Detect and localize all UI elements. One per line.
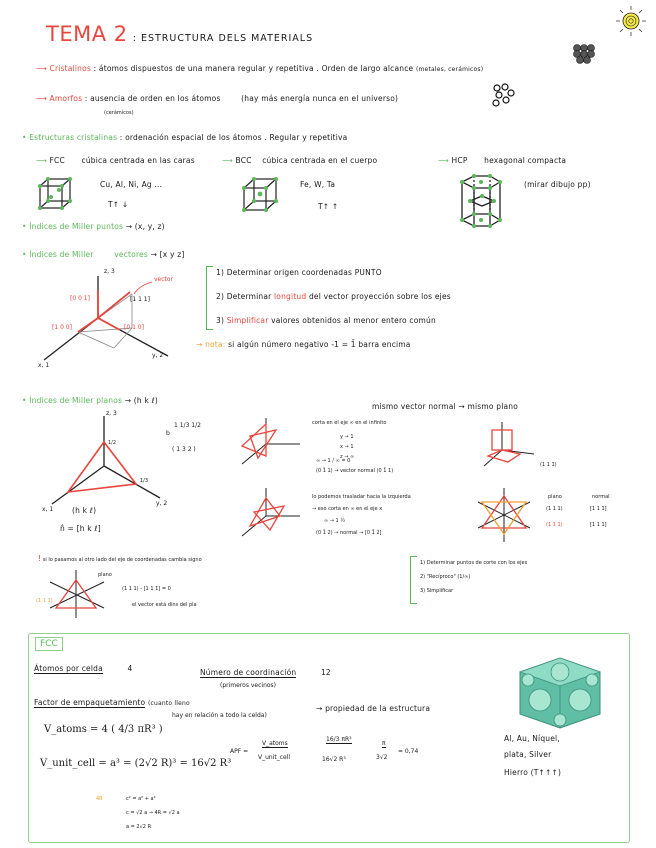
sun-doodle-icon xyxy=(614,4,648,38)
fcc-vunit: V_unit_cell = a³ = (2√2 R)³ = 16√2 R³ xyxy=(40,758,232,769)
estructuras-text: : ordenación espacial de los átomos . Regular y repetitiva xyxy=(119,133,348,142)
hcp-heading xyxy=(438,156,566,165)
normal-val2: [1 1 1] xyxy=(590,522,607,528)
fcc-desc: cúbica centrada en las caras xyxy=(81,156,195,165)
plane-third-label: 1/3 xyxy=(140,478,149,484)
fcc-example-0: Al, Au, Níquel, xyxy=(504,734,560,743)
miller-points-line xyxy=(22,222,165,231)
plane-integer-row: ( 1 3 2 ) xyxy=(172,446,196,453)
fcc-apf-num: V_atoms xyxy=(262,740,288,747)
fcc-apf-den: V_unit_cell xyxy=(258,754,291,761)
dir-010-label: [0 1 0] xyxy=(124,324,144,331)
bcc-metals: Fe, W, Ta xyxy=(300,180,336,189)
hcp-desc: hexagonal compacta xyxy=(484,156,567,165)
vector-steps-bracket xyxy=(206,266,213,330)
arrow-right-icon: ⟶ xyxy=(36,94,47,103)
arrow-right-icon: ⟶ xyxy=(438,156,449,165)
cristalinos-note: (metales, cerámicos) xyxy=(415,66,484,73)
corte-line-4: ∞ → 1 / ∞ = 0 xyxy=(316,458,351,464)
miller-planes-value: → (h k ℓ) xyxy=(124,396,159,405)
fcc-geo-label: 4R xyxy=(96,796,103,802)
fcc-factor-note2: hay en relación a todo la celda) xyxy=(172,712,267,719)
bcc-cube-diagram xyxy=(240,176,282,214)
plane-triangle-diagram xyxy=(40,408,170,518)
bcc-temp: T↑ ↑ xyxy=(318,202,339,211)
bcc-name: BCC xyxy=(235,156,252,165)
plane-y-label: y, 2 xyxy=(156,500,168,507)
fcc-sphere-cube-image xyxy=(510,650,606,732)
plane-diagram-3 xyxy=(236,486,306,542)
fcc-apf-pi: π xyxy=(382,740,386,747)
plane-half-label: 1/2 xyxy=(108,440,117,446)
hcp-prism-diagram xyxy=(452,174,508,234)
amorfos-note: (hay más energía nunca en el universo) xyxy=(241,94,399,103)
fcc-atomos: Átomos por celda 4 xyxy=(34,664,133,673)
fcc-vatoms: V_atoms = 4 ( 4/3 πR³ ) xyxy=(44,724,163,735)
amorfos-line xyxy=(36,94,398,103)
plane-z-label: z, 3 xyxy=(106,410,117,417)
cristalinos-line xyxy=(36,64,483,73)
axis-y-label: y, 2 xyxy=(152,352,164,359)
fcc-apf-result: = 0,74 xyxy=(398,748,419,755)
plane-b-label: b xyxy=(166,430,170,437)
traslado-line-3: (0 1̄ 2) → normal → [0 1̄ 2] xyxy=(316,530,382,536)
vector-step-2: 2) Determinar longitud del vector proyección sobre los ejes xyxy=(216,292,451,301)
dir-100-label: [1 0 0] xyxy=(52,324,72,331)
plane-step-2: 2) "Recíproco" (1/∞) xyxy=(420,574,471,580)
warning-sub: el vector está dins del pla xyxy=(132,602,197,608)
amorphous-cluster-icon xyxy=(490,82,516,108)
plane-steps-bracket xyxy=(410,556,417,604)
estructuras-label: Estructuras cristalinas xyxy=(29,133,118,142)
fcc-apf-pi-den: 3√2 xyxy=(376,754,388,761)
plane-fraction-row: 1 1/3 1/2 xyxy=(174,422,201,429)
plane-normal: n̂ = [h k ℓ] xyxy=(60,524,101,533)
fcc-factor: Factor de empaquetamiento (cuanto lleno xyxy=(34,698,190,707)
vector-nota: → nota: si algún número negativo -1 = 1̄ barra encima xyxy=(196,340,411,349)
fcc-heading xyxy=(36,156,195,165)
warning-plano-label: plano xyxy=(98,572,112,578)
plane-step-1: 1) Determinar puntos de corte con los ejes xyxy=(420,560,528,566)
axis-z-label: z, 3 xyxy=(104,268,115,275)
normal-val1: [1 1 1̄] xyxy=(590,506,607,512)
bcc-desc: cúbica centrada en el cuerpo xyxy=(262,156,378,165)
cristalinos-text: : átomos dispuestos de una manera regular y repetitiva . Orden de largo alcance xyxy=(93,64,414,73)
dir-001-label: [0 0 1] xyxy=(70,295,90,302)
miller-planes-right-note: mismo vector normal → mismo plano xyxy=(372,402,519,411)
fcc-coord: Número de coordinación 12 xyxy=(200,668,331,677)
corte-line-1: y → 1 xyxy=(340,434,354,440)
plane-step-3: 3) Simplificar xyxy=(420,588,454,594)
fcc-cube-diagram xyxy=(36,176,76,212)
arrow-right-icon: ⟶ xyxy=(36,64,47,73)
normal-label: normal xyxy=(592,494,610,500)
estructuras-line xyxy=(22,133,347,142)
fcc-example-2: Hierro (T↑↑↑) xyxy=(504,768,562,777)
miller-points-value: → (x, y, z) xyxy=(125,222,165,231)
atom-cluster-icon xyxy=(570,42,598,64)
warning-line: ! si lo pasamos al otro lado del eje de coordenadas cambia signo xyxy=(38,554,202,563)
fcc-factor-right: → propiedad de la estructura xyxy=(316,704,431,713)
fcc-geo-1: c = √2 a → 4R = √2 a xyxy=(126,810,180,816)
fcc-coord-sub: (primeros vecinos) xyxy=(220,682,277,689)
fcc-example-1: plata, Silver xyxy=(504,750,552,759)
corte-line-2: x → 1 xyxy=(340,444,354,450)
title-tema: TEMA 2 xyxy=(46,22,128,46)
cristalinos-label: Cristalinos xyxy=(49,64,92,73)
corte-line-0: corta en el eje ∞ en el infinito xyxy=(312,420,387,426)
arrow-right-icon: ⟶ xyxy=(222,156,233,165)
plane-x-label: x, 1 xyxy=(42,506,54,513)
traslado-line-1: → eso corta en ∞ en el eje x xyxy=(312,506,383,512)
plano-label: plano xyxy=(548,494,562,500)
fcc-box-label: FCC xyxy=(35,637,63,651)
bullet-icon: • xyxy=(22,396,27,405)
corte-line-5: (0 1̄ 1) → vector normal (0 1̄ 1) xyxy=(316,468,394,474)
miller-planes-label: Índices de Miller planos xyxy=(29,396,123,405)
plane-star-diagram xyxy=(468,484,540,546)
fcc-name: FCC xyxy=(49,156,65,165)
traslado-line-2: ∞ → 1 ½ xyxy=(324,518,346,524)
plane-diagram-2 xyxy=(236,416,306,470)
bullet-icon: • xyxy=(22,222,27,231)
miller-vectors-word: vectores xyxy=(114,250,148,259)
miller-vectors-label: Índices de Miller xyxy=(29,250,94,259)
page-title xyxy=(46,22,313,46)
fcc-apf-label: APF = xyxy=(230,748,249,755)
plane-hkl: (h k ℓ) xyxy=(72,506,97,515)
vector-step-3: 3) Simplificar valores obtenidos al menor entero común xyxy=(216,316,436,325)
axis-x-label: x, 1 xyxy=(38,362,50,369)
fcc-apf-eq-den: 16√2 R³ xyxy=(322,756,346,763)
amorfos-label: Amorfos xyxy=(49,94,83,103)
hcp-note: (mirar dibujo pp) xyxy=(524,180,591,189)
bullet-icon: • xyxy=(22,133,27,142)
traslado-line-0: lo podemos trasladar hacia la izquierda xyxy=(312,494,411,500)
vector-step-1: 1) Determinar origen coordenadas PUNTO xyxy=(216,268,382,277)
fcc-metals: Cu, Al, Ni, Ag ... xyxy=(100,180,163,189)
amorfos-sub: (cerámicos) xyxy=(104,110,134,116)
amorfos-text: : ausencia de orden en los átomos xyxy=(84,94,221,103)
fcc-temp: T↑ ↓ xyxy=(108,200,129,209)
bcc-heading xyxy=(222,156,377,165)
warning-eq: (1 1 1) - [1 1 1̄] = 0 xyxy=(122,586,171,592)
plano-111-label: (1 1 1̄) xyxy=(540,462,557,468)
hcp-name: HCP xyxy=(451,156,468,165)
miller-points-label: Índices de Miller puntos xyxy=(29,222,124,231)
fcc-geo-0: c² = a² + a² xyxy=(126,796,156,802)
arrow-right-icon: ⟶ xyxy=(36,156,47,165)
fcc-apf-eq-num: 16/3 πR³ xyxy=(326,736,352,743)
miller-vectors-value: → [x y z] xyxy=(150,250,185,259)
corte-line-3: z → ∞ xyxy=(340,454,355,460)
bullet-icon: • xyxy=(22,250,27,259)
miller-vectors-line xyxy=(22,250,184,259)
vector-label: vector xyxy=(154,276,174,283)
plane-cube-diagram xyxy=(480,420,540,476)
miller-planes-line xyxy=(22,396,158,405)
warning-icon: ! xyxy=(38,554,42,563)
fcc-geo-2: a = 2√2 R xyxy=(126,824,152,830)
plano-val-2: (1 1 1) xyxy=(546,522,563,528)
title-rest: : ESTRUCTURA DELS MATERIALS xyxy=(132,33,314,44)
dir-111-label: [1 1 1] xyxy=(130,296,150,303)
warning-plano-val: (1 1 1) xyxy=(36,598,53,604)
plano-val: (1 1 1) xyxy=(546,506,563,512)
